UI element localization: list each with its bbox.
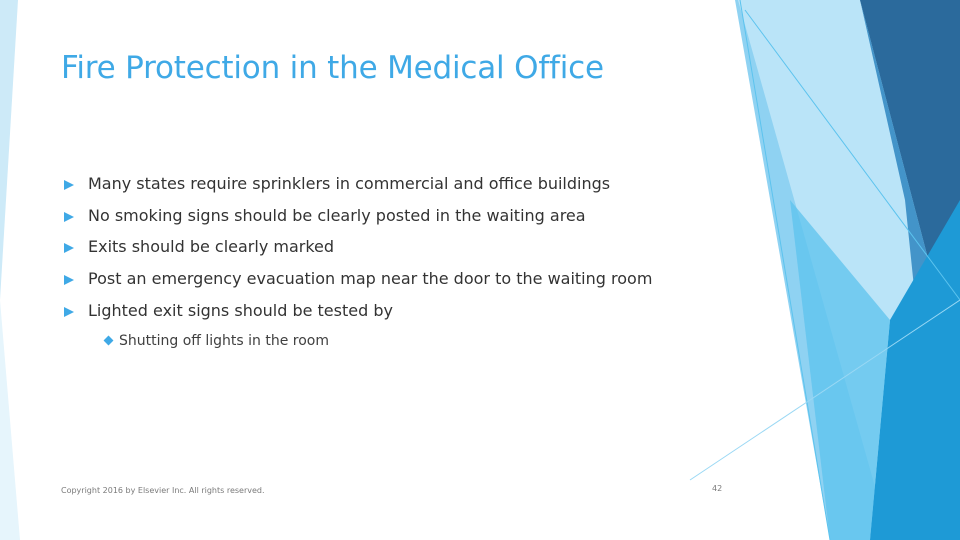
triangle-right-icon: [64, 180, 74, 190]
diamond-icon: [104, 336, 114, 346]
bullet-text: Lighted exit signs should be tested by: [88, 301, 393, 320]
triangle-right-icon: [64, 307, 74, 317]
bullet-text: Exits should be clearly marked: [88, 237, 335, 256]
slide-title: Fire Protection in the Medical Office: [61, 50, 604, 86]
triangle-right-icon: [64, 243, 74, 253]
triangle-right-icon: [64, 275, 74, 285]
bullet-text: Many states require sprinklers in commercial and office buildings: [88, 174, 611, 193]
triangle-right-icon: [64, 212, 74, 222]
bullet-text: Post an emergency evacuation map near the door to the waiting room: [88, 269, 653, 288]
copyright-footer: Copyright 2016 by Elsevier Inc. All rights reserved.: [61, 486, 265, 495]
page-number: 42: [712, 484, 723, 493]
bullet-text: No smoking signs should be clearly posted in the waiting area: [88, 206, 586, 225]
sub-bullet-text: Shutting off lights in the room: [119, 333, 329, 349]
